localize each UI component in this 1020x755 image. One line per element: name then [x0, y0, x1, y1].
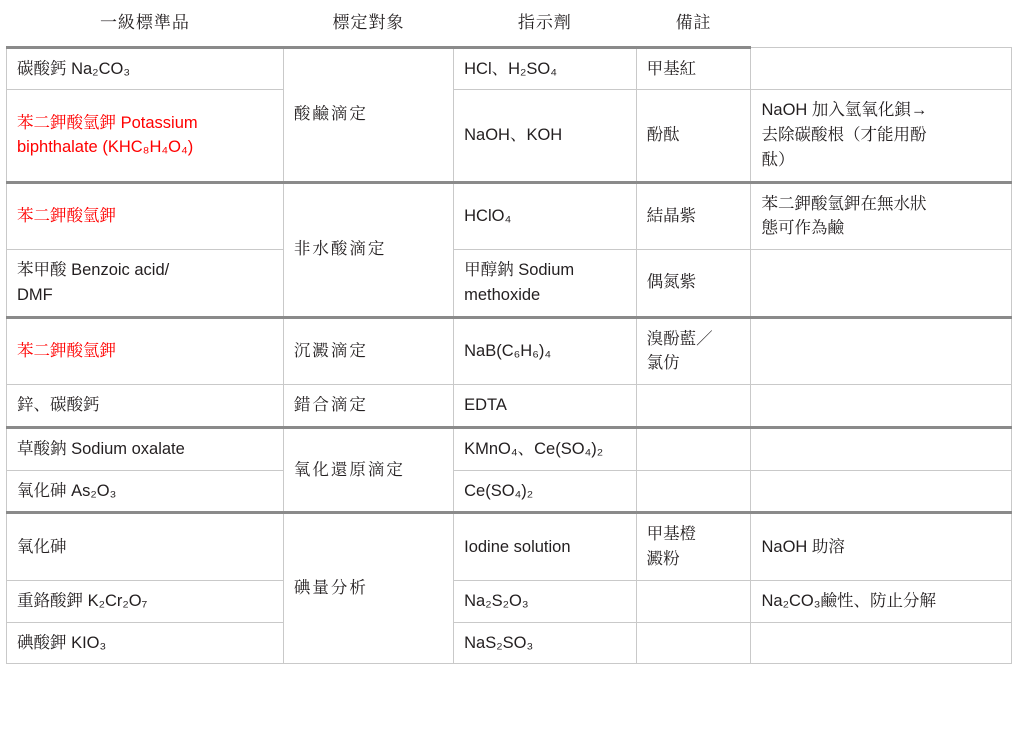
table-row [7, 90, 1012, 182]
column-header-target: 標定對象 [283, 4, 453, 47]
cell-indicator [636, 427, 751, 470]
column-header-indicator: 指示劑 [454, 4, 637, 47]
table-row [7, 182, 1012, 250]
indicator-line-2: 氯仿 [646, 354, 680, 373]
cell-indicator: 甲基紅 [636, 47, 751, 90]
table-row [7, 470, 1012, 513]
target-line-2: methoxide [464, 285, 541, 304]
table-row [7, 427, 1012, 470]
cell-note [751, 47, 1012, 90]
table-header-row [7, 4, 1012, 47]
cell-standard: 鋅、碳酸鈣 [7, 385, 284, 428]
cell-indicator [636, 470, 751, 513]
table-row [7, 47, 1012, 90]
indicator-line-2: 澱粉 [646, 550, 680, 568]
cell-indicator [636, 317, 751, 385]
note-line-2: 態可作為鹼 [761, 219, 844, 238]
cell-target: EDTA [454, 385, 637, 428]
cell-indicator: 結晶紫 [636, 182, 751, 250]
cell-note [751, 427, 1012, 470]
table-row [7, 385, 1012, 428]
table-row [7, 250, 1012, 318]
cell-indicator [636, 622, 751, 664]
cell-indicator: 偶氮紫 [636, 250, 751, 318]
cell-note [751, 250, 1012, 318]
cell-standard [7, 90, 284, 182]
cell-method-redox: 氧化還原滴定 [283, 427, 453, 513]
cell-note [751, 385, 1012, 428]
cell-method-nonaqueous: 非水酸滴定 [283, 182, 453, 317]
cell-note: Na₂CO₃鹼性、防止分解 [751, 580, 1012, 622]
cell-method-iodometry: 碘量分析 [283, 513, 453, 664]
cell-note [751, 90, 1012, 182]
note-line-3: 酞） [761, 150, 795, 169]
cell-indicator: 酚酞 [636, 90, 751, 182]
indicator-line-1: 溴酚藍／ [646, 329, 713, 348]
cell-target: NaB(C₆H₆)₄ [454, 317, 637, 385]
cell-standard [7, 250, 284, 318]
cell-target: NaOH、KOH [454, 90, 637, 182]
table-row [7, 622, 1012, 664]
cell-target: HCl、H₂SO₄ [454, 47, 637, 90]
standard-line-2: DMF [17, 285, 53, 304]
column-header-note: 備註 [636, 4, 751, 47]
column-header-standard: 一級標準品 [7, 4, 284, 47]
cell-method-acid-base: 酸鹼滴定 [283, 47, 453, 182]
indicator-line-1: 甲基橙 [646, 525, 697, 544]
standard-line-2: biphthalate (KHC₈H₄O₄) [17, 138, 194, 157]
standard-line-1: 苯甲酸 Benzoic acid/ [17, 261, 170, 279]
cell-note [751, 317, 1012, 385]
cell-method-precipitation: 沉澱滴定 [283, 317, 453, 385]
cell-target: Iodine solution [454, 513, 637, 581]
cell-standard: 苯二鉀酸氫鉀 [7, 317, 284, 385]
cell-standard: 碳酸鈣 Na₂CO₃ [7, 47, 284, 90]
cell-note [751, 470, 1012, 513]
table-row [7, 317, 1012, 385]
cell-note: NaOH 助溶 [751, 513, 1012, 581]
cell-target: Na₂S₂O₃ [454, 580, 637, 622]
cell-standard: 碘酸鉀 KIO₃ [7, 622, 284, 664]
target-line-1: 甲醇鈉 Sodium [464, 261, 575, 279]
standards-table [6, 4, 1012, 664]
cell-note [751, 182, 1012, 250]
note-line-1: NaOH 加入氫氧化鋇→ [761, 101, 928, 120]
cell-standard: 氧化砷 [7, 513, 284, 581]
table-row [7, 513, 1012, 581]
note-line-2: 去除碳酸根（才能用酚 [761, 126, 927, 144]
cell-indicator [636, 513, 751, 581]
standard-line-1: 苯二鉀酸氫鉀 Potassium [17, 113, 198, 132]
cell-target [454, 250, 637, 318]
cell-target: NaS₂SO₃ [454, 622, 637, 664]
cell-standard: 重鉻酸鉀 K₂Cr₂O₇ [7, 580, 284, 622]
cell-standard: 草酸鈉 Sodium oxalate [7, 427, 284, 470]
table-row [7, 580, 1012, 622]
cell-method-complexometric: 錯合滴定 [283, 385, 453, 428]
cell-indicator [636, 385, 751, 428]
cell-target: Ce(SO₄)₂ [454, 470, 637, 513]
cell-indicator [636, 580, 751, 622]
cell-note [751, 622, 1012, 664]
cell-standard: 氧化砷 As₂O₃ [7, 470, 284, 513]
cell-target: HClO₄ [454, 182, 637, 250]
document-page [0, 4, 1020, 755]
cell-standard: 苯二鉀酸氫鉀 [7, 182, 284, 250]
cell-target: KMnO₄、Ce(SO₄)₂ [454, 427, 637, 470]
note-line-1: 苯二鉀酸氫鉀在無水狀 [761, 194, 927, 213]
